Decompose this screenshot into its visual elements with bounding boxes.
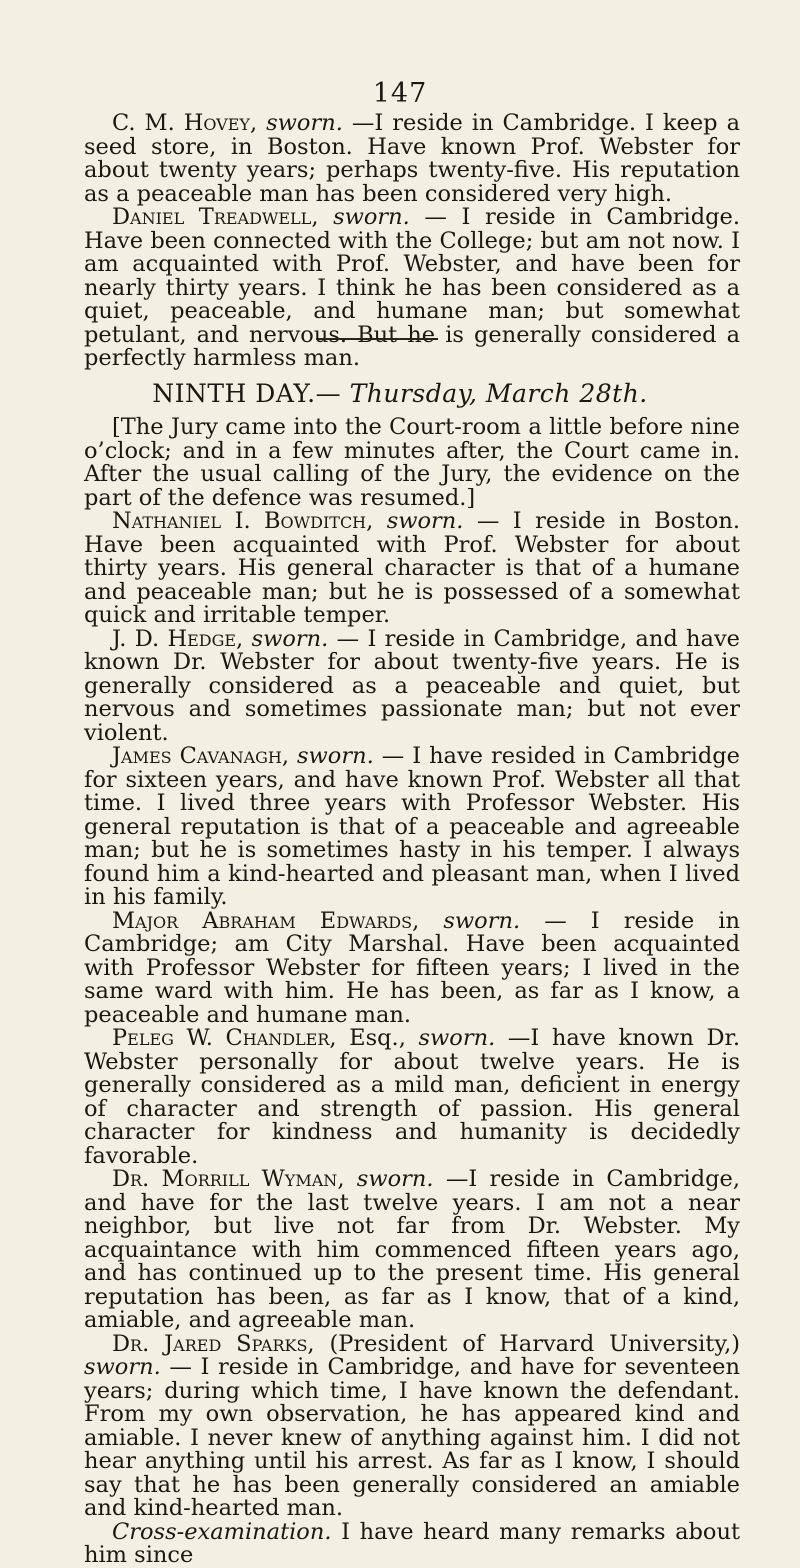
oath-word: sworn.	[387, 508, 464, 534]
witness-extra: , (President of Harvard University,)	[307, 1331, 740, 1357]
testimony-paragraph: J. D. Hedge, sworn. — I reside in Cambridge, and have known Dr. Webster for about twenty-five years. He is generally considered as a peaceable and quiet, but nervous and sometimes passionate man; but not ever violent.	[84, 628, 740, 746]
testimony-paragraph: James Cavanagh, sworn. — I have resided in Cambridge for sixteen years, and have known Prof. Webster all that time. I lived three years with Professor Webster. His general reputation is that of a peaceable and agreeable man; but he is sometimes hasty in his temper. I always found him a kind-hearted and pleasant man, when I lived in his family.	[84, 745, 740, 910]
testimony-text: — I reside in Cambridge. Have been connected with the College; but am not now. I am acquainted with Prof. Webster, and have been for nearly thirty years. I think he has been considered as a quiet, peaceable, and humane man; but somewhat petulant, and nervous. But he is generally considered a perfectly harmless man.	[84, 204, 740, 371]
testimony-paragraph: Dr. Morrill Wyman, sworn. —I reside in Cambridge, and have for the last twelve years. I am not a near neighbor, but live not far from Dr. Webster. My acquaintance with him commenced fifteen years ago, and has continued up to the present time. His general reputation has been, as far as I know, that of a kind, amiable, and agreeable man.	[84, 1168, 740, 1333]
witness-name: Dr. Jared Sparks	[112, 1331, 307, 1357]
page-number: 147	[0, 78, 800, 109]
section-divider	[316, 338, 438, 340]
day-heading	[0, 379, 800, 408]
witness-name: Peleg W. Chandler	[112, 1025, 329, 1051]
oath-word: sworn.	[333, 204, 410, 230]
oath-word: sworn.	[443, 908, 520, 934]
testimony-text: — I reside in Cambridge, and have for seventeen years; during which time, I have known the defendant. From my own observation, he has appeared kind and amiable. I never knew of anything against him. I did not hear anything until his arrest. As far as I know, I should say that he has been generally considered an amiable and kind-hearted man.	[84, 1354, 740, 1521]
testimony-text: —I reside in Cambridge, and have for the last twelve years. I am not a near neighbor, but live not far from Dr. Webster. My acquaintance with him commenced fifteen years ago, and has continued up to the present time. His general reputation has been, as far as I know, that of a kind, amiable, and agreeable man.	[84, 1166, 740, 1333]
testimony-text: — I reside in Cambridge, and have known Dr. Webster for about twenty-five years. He is generally considered as a peaceable and quiet, but nervous and sometimes passionate man; but not ever violent.	[84, 626, 740, 746]
day-date: Thursday, March 28th.	[350, 379, 648, 408]
witness-name: Major Abraham Edwards	[112, 908, 412, 934]
testimony-text: I have heard many remarks about him since	[84, 1519, 740, 1568]
oath-word: sworn.	[297, 743, 374, 769]
jury-intro: [The Jury came into the Court-room a little before nine o’clock; and in a few minutes after, the Court came in. After the usual calling of the Jury, the evidence on the part of the defence was resumed.]	[84, 416, 740, 510]
oath-word: sworn.	[419, 1025, 496, 1051]
witness-name: Dr. Morrill Wyman	[112, 1166, 337, 1192]
testimony-paragraph: Major Abraham Edwards, sworn. — I reside in Cambridge; am City Marshal. Have been acquainted with Professor Webster for fifteen years; I lived in the same ward with him. He has been, as far as I know, a peaceable and humane man.	[84, 910, 740, 1028]
main-testimony-block	[84, 416, 740, 1568]
testimony-text: — I have resided in Cambridge for sixteen years, and have known Prof. Webster all that time. I lived three years with Professor Webster. His general reputation is that of a peaceable and agreeable man; but he is sometimes hasty in his temper. I always found him a kind-hearted and pleasant man, when I lived in his family.	[84, 743, 740, 910]
testimony-text: —I have known Dr. Webster personally for about twelve years. He is generally considered as a mild man, deficient in energy of character and strength of passion. His general character for kindness and humanity is decidedly favorable.	[84, 1025, 740, 1169]
top-testimony-block	[84, 112, 740, 371]
testimony-text: — I reside in Cambridge; am City Marshal. Have been acquainted with Professor Webster for fifteen years; I lived in the same ward with him. He has been, as far as I know, a peaceable and humane man.	[84, 908, 740, 1028]
cross-examination-label: Cross-examination.	[112, 1519, 332, 1545]
oath-word: sworn.	[266, 110, 343, 136]
witness-extra: , Esq.,	[329, 1025, 418, 1051]
oath-word: sworn.	[252, 626, 329, 652]
witness-name: James Cavanagh	[112, 743, 282, 769]
testimony-paragraph: C. M. Hovey, sworn. —I reside in Cambridge. I keep a seed store, in Boston. Have known Prof. Webster for about twenty years; perhaps twenty-five. His reputation as a peaceable man has been considered very high.	[84, 112, 740, 206]
testimony-text: — I reside in Boston. Have been acquainted with Prof. Webster for about thirty years. His general character is that of a humane and peaceable man; but he is possessed of a somewhat quick and irritable temper.	[84, 508, 740, 628]
witness-name: Nathaniel I. Bowditch	[112, 508, 366, 534]
witness-name: C. M. Hovey	[112, 110, 250, 136]
day-label: NINTH DAY.—	[152, 379, 341, 408]
witness-name: J. D. Hedge	[112, 626, 236, 652]
testimony-text: —I reside in Cambridge. I keep a seed store, in Boston. Have known Prof. Webster for about twenty years; perhaps twenty-five. His reputation as a peaceable man has been considered very high.	[84, 110, 740, 207]
testimony-paragraph: Daniel Treadwell, sworn. — I reside in Cambridge. Have been connected with the College; but am not now. I am acquainted with Prof. Webster, and have been for nearly thirty years. I think he has been considered as a quiet, peaceable, and humane man; but somewhat petulant, and nervous. But he is generally considered a perfectly harmless man.	[84, 206, 740, 371]
witness-name: Daniel Treadwell	[112, 204, 311, 230]
testimony-paragraph	[84, 1521, 740, 1568]
testimony-paragraph	[84, 1333, 740, 1521]
testimony-paragraph: Nathaniel I. Bowditch, sworn. — I reside in Boston. Have been acquainted with Prof. Webster for about thirty years. His general character is that of a humane and peaceable man; but he is possessed of a somewhat quick and irritable temper.	[84, 510, 740, 628]
oath-word: sworn.	[357, 1166, 434, 1192]
oath-word: sworn.	[84, 1354, 161, 1380]
testimony-paragraph	[84, 1027, 740, 1168]
